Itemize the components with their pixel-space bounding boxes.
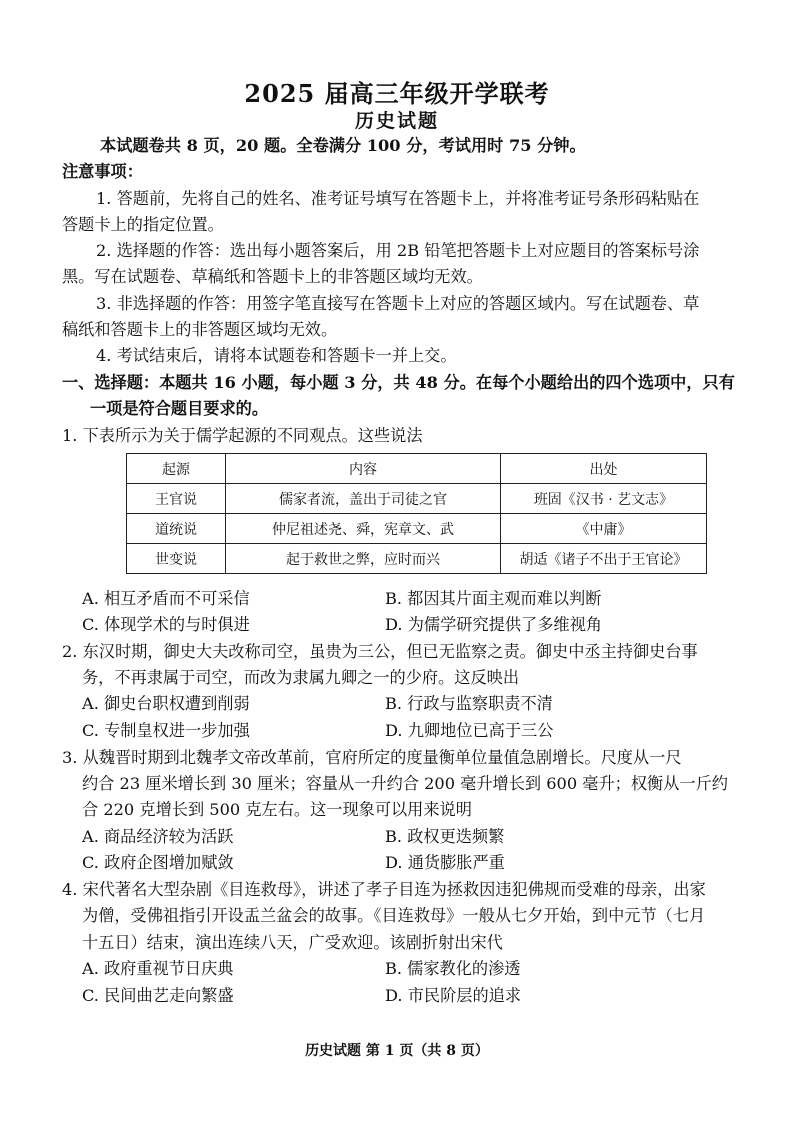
table-row xyxy=(127,544,707,574)
option-a: A. 御史台职权遭到削弱 xyxy=(82,694,250,713)
notes-heading: 注意事项： xyxy=(62,162,143,181)
section-heading: 一、选择题：本题共 16 小题，每小题 3 分，共 48 分。在每个小题给出的四个选项中，只有 xyxy=(62,373,735,392)
question-3-stem: 3. 从魏晋时期到北魏孝文帝改革前，官府所定的度量衡单位量值急剧增长。尺度从一尺 xyxy=(62,748,682,767)
option-c: C. 专制皇权进一步加强 xyxy=(82,721,250,740)
option-a: A. 政府重视节日庆典 xyxy=(82,959,234,978)
section-heading-cont: 一项是符合题目要求的。 xyxy=(90,399,269,418)
question-4-stem: 为僧，受佛祖指引开设盂兰盆会的故事。《目连救母》一般从七夕开始，到中元节（七月 xyxy=(82,906,706,925)
question-2-stem: 务，不再隶属于司空，而改为隶属九卿之一的少府。这反映出 xyxy=(82,668,520,687)
note-line: 黑。写在试题卷、草稿纸和答题卡上的非答题区域均无效。 xyxy=(62,267,483,286)
table-row xyxy=(127,514,707,544)
option-a: A. 相互矛盾而不可采信 xyxy=(82,589,250,608)
origin-table xyxy=(126,453,707,574)
table-header: 内容 xyxy=(226,454,501,484)
page-footer: 历史试题 第 1 页（共 8 页） xyxy=(305,1043,489,1059)
option-d: D. 市民阶层的追求 xyxy=(385,986,522,1005)
option-c: C. 体现学术的与时俱进 xyxy=(82,615,250,634)
table-header: 起源 xyxy=(127,454,226,484)
table-cell: 世变说 xyxy=(127,544,226,574)
note-line: 4. 考试结束后，请将本试题卷和答题卡一并上交。 xyxy=(96,346,457,365)
table-cell: 道统说 xyxy=(127,514,226,544)
option-c: C. 政府企图增加赋敛 xyxy=(82,853,234,872)
question-4-stem: 4. 宋代著名大型杂剧《目连救母》，讲述了孝子目连为拯救因违犯佛规而受难的母亲，出家 xyxy=(62,880,706,899)
table-cell: 起于救世之弊，应时而兴 xyxy=(226,544,501,574)
table-header-row xyxy=(127,454,707,484)
note-line: 稿纸和答题卡上的非答题区域均无效。 xyxy=(62,320,338,339)
exam-subject: 历史试题 xyxy=(354,110,439,132)
option-c: C. 民间曲艺走向繁盛 xyxy=(82,986,234,1005)
option-b: B. 政权更迭频繁 xyxy=(385,827,505,846)
table-cell: 班固《汉书 · 艺文志》 xyxy=(501,484,707,514)
table-cell: 《中庸》 xyxy=(501,514,707,544)
table-cell: 仲尼祖述尧、舜，宪章文、武 xyxy=(226,514,501,544)
table-cell: 王官说 xyxy=(127,484,226,514)
option-b: B. 儒家教化的渗透 xyxy=(385,959,521,978)
option-b: B. 行政与监察职责不清 xyxy=(385,694,553,713)
question-3-stem: 合 220 克增长到 500 克左右。这一现象可以用来说明 xyxy=(82,800,472,819)
option-d: D. 为儒学研究提供了多维视角 xyxy=(385,615,602,634)
question-1-stem: 1. 下表所示为关于儒学起源的不同观点。这些说法 xyxy=(62,426,423,445)
table-header: 出处 xyxy=(501,454,707,484)
option-b: B. 都因其片面主观而难以判断 xyxy=(385,589,602,608)
note-line: 1. 答题前，先将自己的姓名、准考证号填写在答题卡上，并将准考证号条形码粘贴在 xyxy=(96,189,700,208)
note-line: 2. 选择题的作答：选出每小题答案后，用 2B 铅笔把答题卡上对应题目的答案标号涂 xyxy=(96,241,700,260)
question-2-stem: 2. 东汉时期，御史大夫改称司空，虽贵为三公，但已无监察之责。御史中丞主持御史台事 xyxy=(62,642,698,661)
note-line: 答题卡上的指定位置。 xyxy=(62,215,224,234)
note-line: 3. 非选择题的作答：用签字笔直接写在答题卡上对应的答题区域内。写在试题卷、草 xyxy=(96,294,700,313)
table-row xyxy=(127,484,707,514)
exam-info: 本试题卷共 8 页，20 题。全卷满分 100 分，考试用时 75 分钟。 xyxy=(100,136,586,155)
option-d: D. 通货膨胀严重 xyxy=(385,853,505,872)
question-3-stem: 约合 23 厘米增长到 30 厘米；容量从一升约合 200 毫升增长到 600 毫升；权衡从一斤约 xyxy=(82,774,728,793)
table-cell: 胡适《诸子不出于王官论》 xyxy=(501,544,707,574)
exam-title: 2025 届高三年级开学联考 xyxy=(244,79,550,108)
option-a: A. 商品经济较为活跃 xyxy=(82,827,234,846)
option-d: D. 九卿地位已高于三公 xyxy=(385,721,554,740)
question-4-stem: 十五日）结束，演出连续八天，广受欢迎。该剧折射出宋代 xyxy=(82,933,503,952)
table-cell: 儒家者流，盖出于司徒之官 xyxy=(226,484,501,514)
